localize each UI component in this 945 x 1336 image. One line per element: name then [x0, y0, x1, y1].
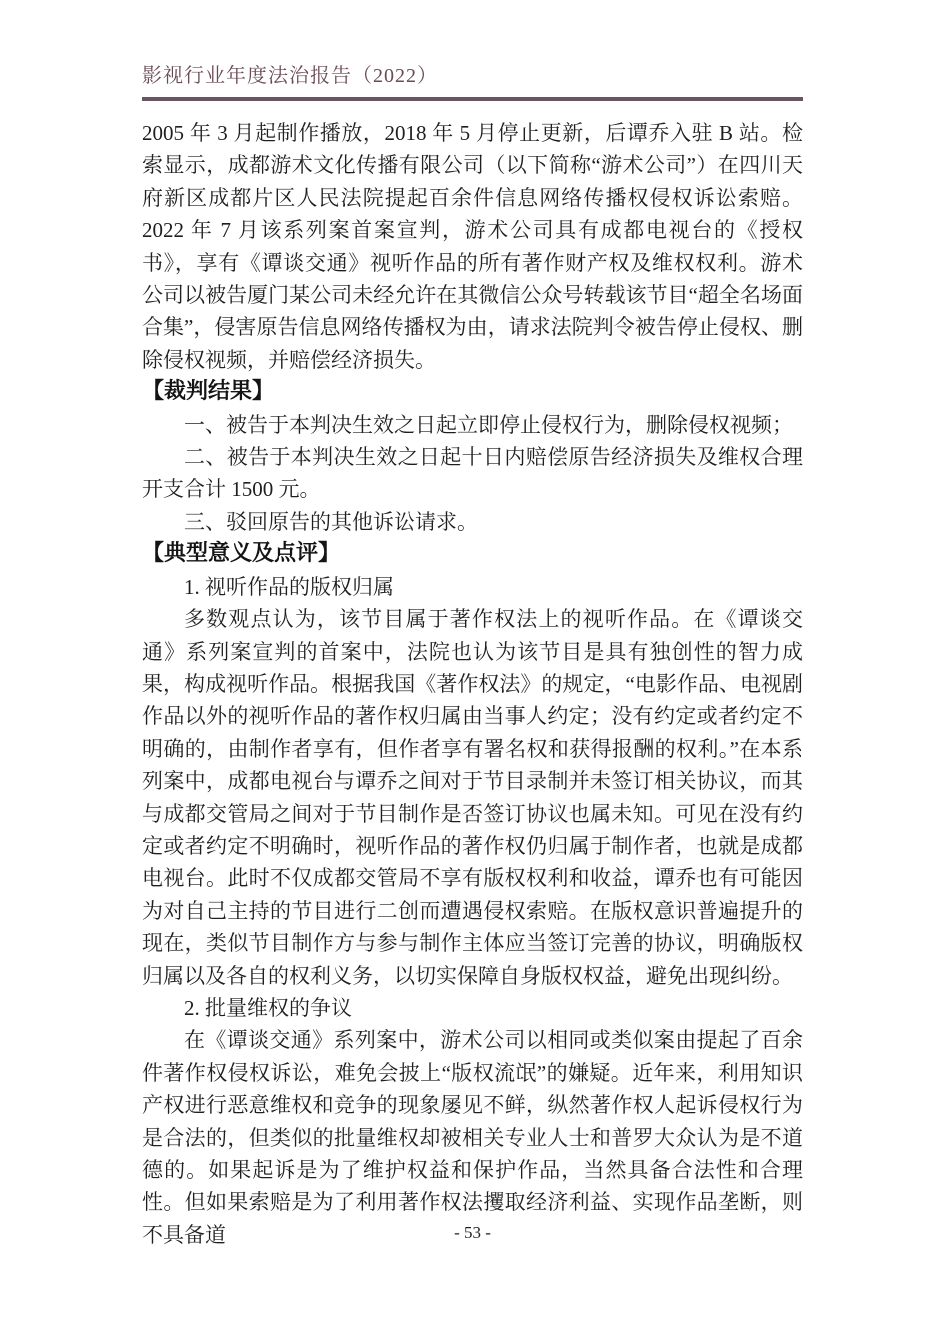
section-heading-judgment-result: 【裁判结果】 [142, 379, 275, 405]
copyright-ownership-paragraph: 多数观点认为，该节目属于著作权法上的视听作品。在《谭谈交通》系列案宣判的首案中，法院也认为该节目是具有独创性的智力成果，构成视听作品。根据我国《著作权法》的规定，“电影作品、电视剧作品以外的视听作品的著作权归属由当事人约定；没有约定或者约定不明确的，由制作者享有，但作者享有署名权和获得报酬的权利。”在本系列案中，成都电视台与谭乔之间对于节目录制并未签订相关协议，而其与成都交管局之间对于节目制作是否签订协议也属未知。可见在没有约定或者约定不明确时，视听作品的著作权仍归属于制作者，也就是成都电视台。此时不仅成都交管局不享有版权权利和收益，谭乔也有可能因为对自己主持的节目进行二创而遭遇侵权索赔。在版权意识普遍提升的现在，类似节目制作方与参与制作主体应当签订完善的协议，明确版权归属以及各自的权利义务，以切实保障自身版权权益，避免出现纠纷。 [142, 607, 803, 988]
page-footer [0, 1223, 945, 1243]
judgment-item-1: 一、被告于本判决生效之日起立即停止侵权行为，删除侵权视频； [184, 412, 793, 437]
subheading-bulk-enforcement-dispute: 2. 批量维权的争议 [184, 995, 352, 1020]
page-header [142, 64, 803, 101]
judgment-item-3: 三、驳回原告的其他诉讼请求。 [184, 509, 478, 534]
subheading-copyright-ownership: 1. 视听作品的版权归属 [184, 574, 394, 599]
case-background-paragraph: 2005 年 3 月起制作播放，2018 年 5 月停止更新，后谭乔入驻 B 站。检索显示，成都游术文化传播有限公司（以下简称“游术公司”）在四川天府新区成都片区人民法院提起百余件信息网络传播权侵权诉讼索赔。2022 年 7 月该系列案首案宣判，游术公司具有成都电视台的《授权书》，享有《谭谈交通》视听作品的所有著作财产权及维权权利。游术公司以被告厦门某公司未经允许在其微信公众号转载该节目“超全名场面合集”，侵害原告信息网络传播权为由，请求法院判令被告停止侵权、删除侵权视频，并赔偿经济损失。 [142, 121, 803, 372]
section-heading-significance-commentary: 【典型意义及点评】 [142, 541, 341, 567]
report-title: 影视行业年度法治报告（2022） [142, 65, 438, 87]
document-body [142, 117, 803, 1251]
judgment-item-2: 二、被告于本判决生效之日起十日内赔偿原告经济损失及维权合理开支合计 1500 元。 [142, 445, 803, 502]
page-number: - 53 - [454, 1223, 491, 1242]
header-rule [142, 97, 803, 101]
bulk-enforcement-paragraph: 在《谭谈交通》系列案中，游术公司以相同或类似案由提起了百余件著作权侵权诉讼，难免会披上“版权流氓”的嫌疑。近年来，利用知识产权进行恶意维权和竞争的现象屡见不鲜，纵然著作权人起诉侵权行为是合法的，但类似的批量维权却被相关专业人士和普罗大众认为是不道德的。如果起诉是为了维护权益和保护作品，当然具备合法性和合理性。但如果索赔是为了利用著作权法攫取经济利益、实现作品垄断，则不具备道 [142, 1028, 803, 1247]
